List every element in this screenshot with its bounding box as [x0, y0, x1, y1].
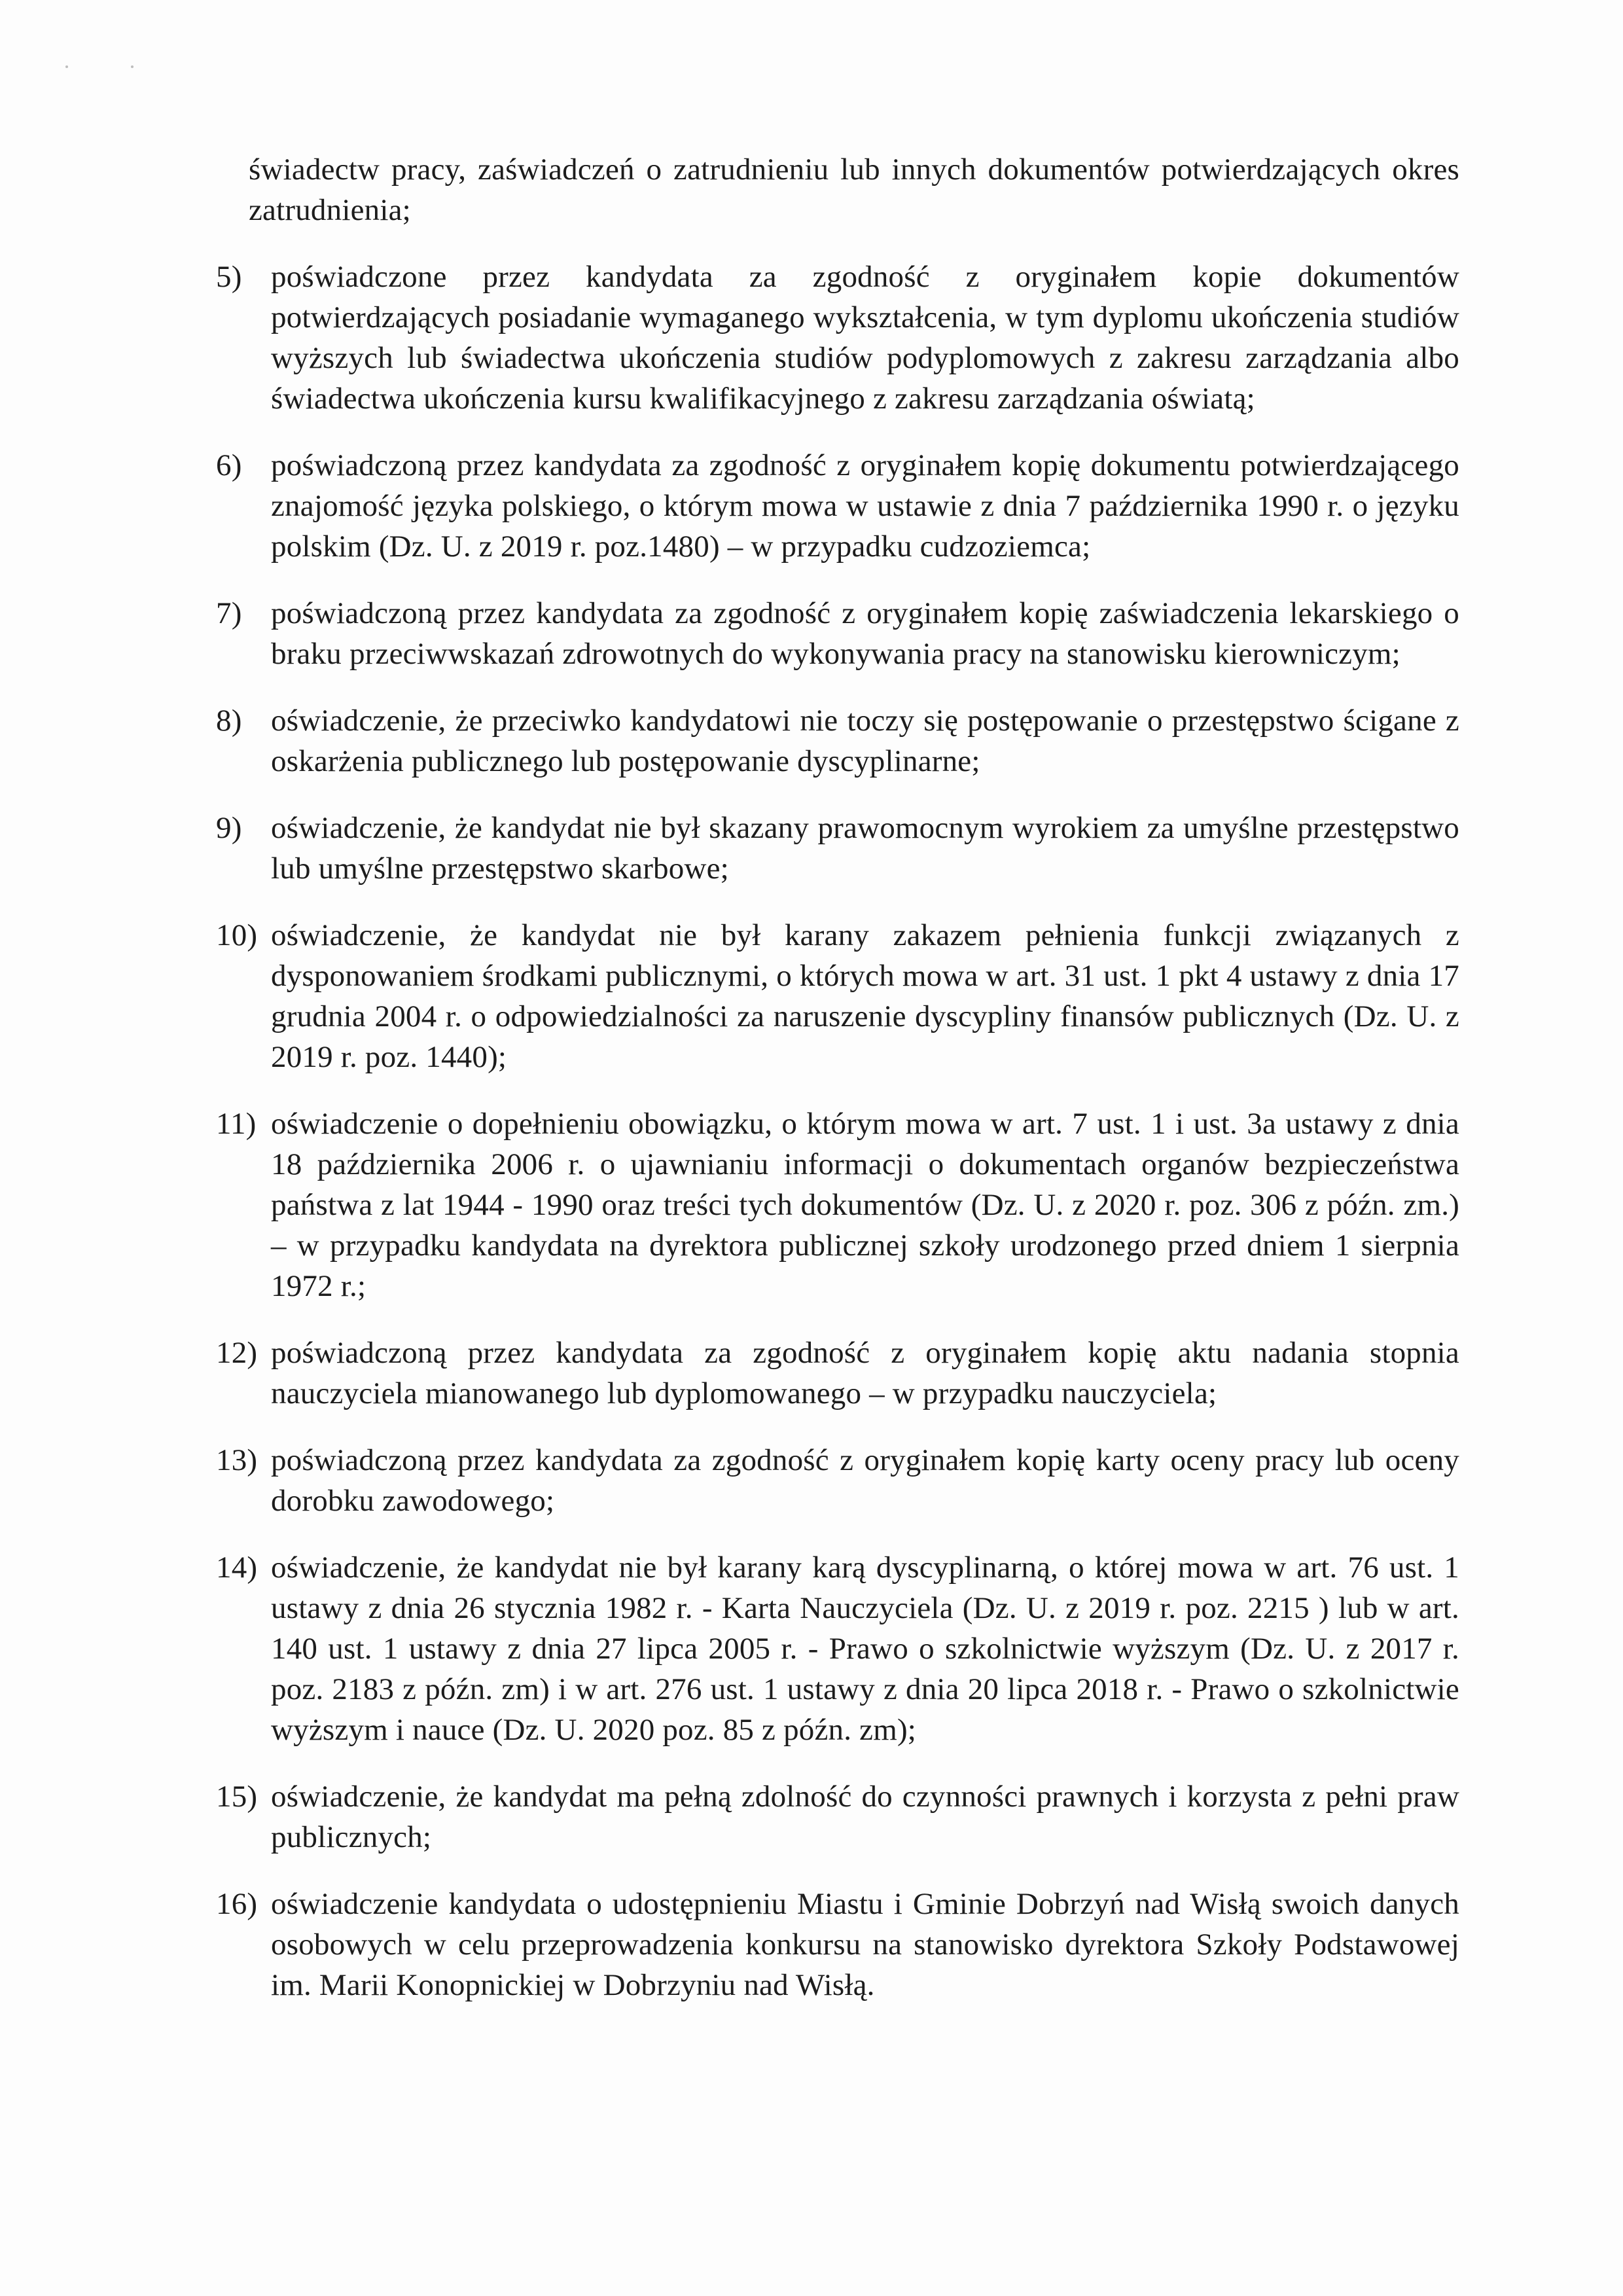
item-number: 14)	[216, 1551, 258, 1585]
list-item-5	[216, 257, 1459, 419]
lead-paragraph: świadectw pracy, zaświadczeń o zatrudnieniu lub innych dokumentów potwierdzających okres zatrudnienia;	[249, 152, 1459, 227]
scan-speck	[65, 65, 68, 68]
list-item-12	[216, 1333, 1459, 1414]
item-text: oświadczenie, że kandydat nie był karany zakazem pełnienia funkcji związanych z dysponowaniem środkami publicznymi, o których mowa w art. 31 ust. 1 pkt 4 ustawy z dnia 17 grudnia 2004 r. o odpowiedzialności za naruszenie dyscypliny finansów publicznych (Dz. U. z 2019 r. poz. 1440);	[271, 918, 1459, 1074]
item-number: 7)	[216, 596, 242, 630]
item-text: poświadczoną przez kandydata za zgodność z oryginałem kopię zaświadczenia lekarskiego o braku przeciwwskazań zdrowotnych do wykonywania pracy na stanowisku kierowniczym;	[271, 596, 1459, 671]
list-item-16	[216, 1884, 1459, 2005]
item-text: oświadczenie o dopełnieniu obowiązku, o którym mowa w art. 7 ust. 1 i ust. 3a ustawy z dnia 18 października 2006 r. o ujawnianiu informacji o dokumentach organów bezpieczeństwa państwa z lat 1944 - 1990 oraz treści tych dokumentów (Dz. U. z 2020 r. poz. 306 z późn. zm.) – w przypadku kandydata na dyrektora publicznej szkoły urodzonego przed dniem 1 sierpnia 1972 r.;	[271, 1107, 1459, 1303]
list-item-8	[216, 700, 1459, 781]
list-item-15	[216, 1776, 1459, 1857]
list-item-10	[216, 915, 1459, 1077]
item-number: 15)	[216, 1780, 258, 1814]
list-item-13	[216, 1440, 1459, 1521]
list-item-11	[216, 1103, 1459, 1306]
item-number: 8)	[216, 704, 242, 738]
item-text: poświadczone przez kandydata za zgodność z oryginałem kopie dokumentów potwierdzających posiadanie wymaganego wykształcenia, w tym dyplomu ukończenia studiów wyższych lub świadectwa ukończenia studiów podyplomowych z zakresu zarządzania albo świadectwa ukończenia kursu kwalifikacyjnego z zakresu zarządzania oświatą;	[271, 260, 1459, 416]
item-text: poświadczoną przez kandydata za zgodność z oryginałem kopię aktu nadania stopnia nauczyciela mianowanego lub dyplomowanego – w przypadku nauczyciela;	[271, 1336, 1459, 1410]
item-text: oświadczenie, że kandydat ma pełną zdolność do czynności prawnych i korzysta z pełni praw publicznych;	[271, 1780, 1459, 1854]
list-item-7	[216, 593, 1459, 674]
list-item-6	[216, 445, 1459, 567]
item-text: poświadczoną przez kandydata za zgodność z oryginałem kopię dokumentu potwierdzającego znajomość języka polskiego, o którym mowa w ustawie z dnia 7 października 1990 r. o języku polskim (Dz. U. z 2019 r. poz.1480) – w przypadku cudzoziemca;	[271, 448, 1459, 564]
list-item-9	[216, 808, 1459, 889]
item-number: 6)	[216, 448, 242, 482]
item-number: 9)	[216, 811, 242, 845]
item-text: oświadczenie, że kandydat nie był skazany prawomocnym wyrokiem za umyślne przestępstwo lub umyślne przestępstwo skarbowe;	[271, 811, 1459, 886]
document-body	[216, 149, 1459, 2032]
item-number: 13)	[216, 1443, 258, 1477]
item-number: 12)	[216, 1336, 258, 1370]
item-number: 16)	[216, 1887, 258, 1921]
item-number: 11)	[216, 1107, 257, 1141]
item-text: oświadczenie kandydata o udostępnieniu Miastu i Gminie Dobrzyń nad Wisłą swoich danych osobowych w celu przeprowadzenia konkursu na stanowisko dyrektora Szkoły Podstawowej im. Marii Konopnickiej w Dobrzyniu nad Wisłą.	[271, 1887, 1459, 2002]
item-number: 10)	[216, 918, 258, 952]
scan-speck	[131, 65, 134, 68]
item-text: oświadczenie, że kandydat nie był karany karą dyscyplinarną, o której mowa w art. 76 ust. 1 ustawy z dnia 26 stycznia 1982 r. - Karta Nauczyciela (Dz. U. z 2019 r. poz. 2215 ) lub w art. 140 ust. 1 ustawy z dnia 27 lipca 2005 r. - Prawo o szkolnictwie wyższym (Dz. U. z 2017 r. poz. 2183 z późn. zm) i w art. 276 ust. 1 ustawy z dnia 20 lipca 2018 r. - Prawo o szkolnictwie wyższym i nauce (Dz. U. 2020 poz. 85 z późn. zm);	[271, 1551, 1459, 1747]
item-number: 5)	[216, 260, 242, 294]
list-item-14	[216, 1547, 1459, 1750]
item-text: oświadczenie, że przeciwko kandydatowi nie toczy się postępowanie o przestępstwo ścigane z oskarżenia publicznego lub postępowanie dyscyplinarne;	[271, 704, 1459, 778]
item-text: poświadczoną przez kandydata za zgodność z oryginałem kopię karty oceny pracy lub oceny dorobku zawodowego;	[271, 1443, 1459, 1518]
